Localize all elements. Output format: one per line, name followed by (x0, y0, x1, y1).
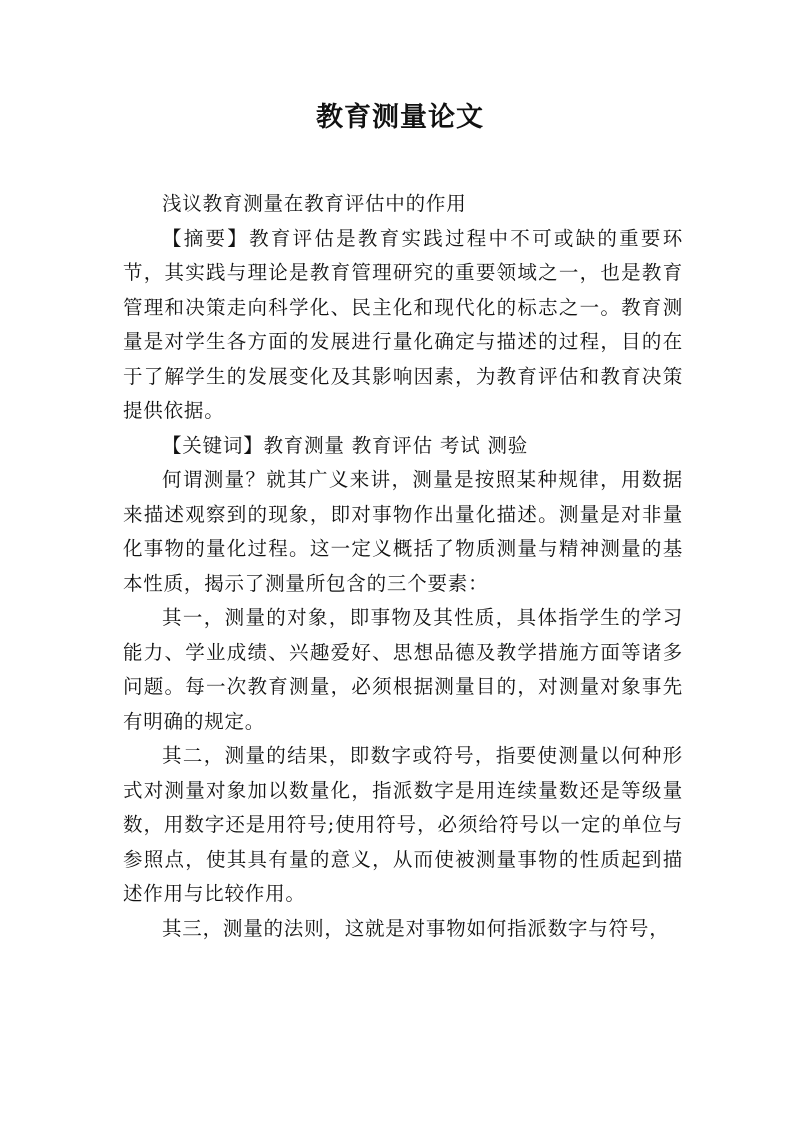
paragraph-subtitle: 浅议教育测量在教育评估中的作用 (162, 192, 467, 215)
paragraph-definition: 何谓测量？就其广义来讲，测量是按照某种规律，用数据来描述观察到的现象，即对事物作出量化描述。测量是对非量化事物的量化过程。这一定义概括了物质测量与精神测量的基本性质，揭示了测量所包含的三个要素： (123, 468, 683, 595)
paragraph-keywords: 【关键词】教育测量 教育评估 考试 测验 (162, 433, 529, 457)
document-title: 教育测量论文 (316, 102, 484, 133)
paragraph-element-one: 其一，测量的对象，即事物及其性质，具体指学生的学习能力、学业成绩、兴趣爱好、思想品德及教学措施方面等诸多问题。每一次教育测量，必须根据测量目的，对测量对象事先有明确的规定。 (123, 606, 683, 733)
paragraph-element-two: 其二，测量的结果，即数字或符号，指要使测量以何种形式对测量对象加以数量化，指派数字是用连续量数还是等级量数，用数字还是用符号;使用符号，必须给符号以一定的单位与参照点，使其具有量的意义，从而使被测量事物的性质起到描述作用与比较作用。 (123, 744, 683, 905)
paragraph-abstract: 【摘要】教育评估是教育实践过程中不可或缺的重要环节，其实践与理论是教育管理研究的重要领域之一，也是教育管理和决策走向科学化、民主化和现代化的标志之一。教育测量是对学生各方面的发展进行量化确定与描述的过程，目的在于了解学生的发展变化及其影响因素，为教育评估和教育决策提供依据。 (123, 226, 683, 422)
paragraph-element-three: 其三，测量的法则，这就是对事物如何指派数字与符号， (162, 916, 670, 940)
document-body (123, 187, 683, 946)
